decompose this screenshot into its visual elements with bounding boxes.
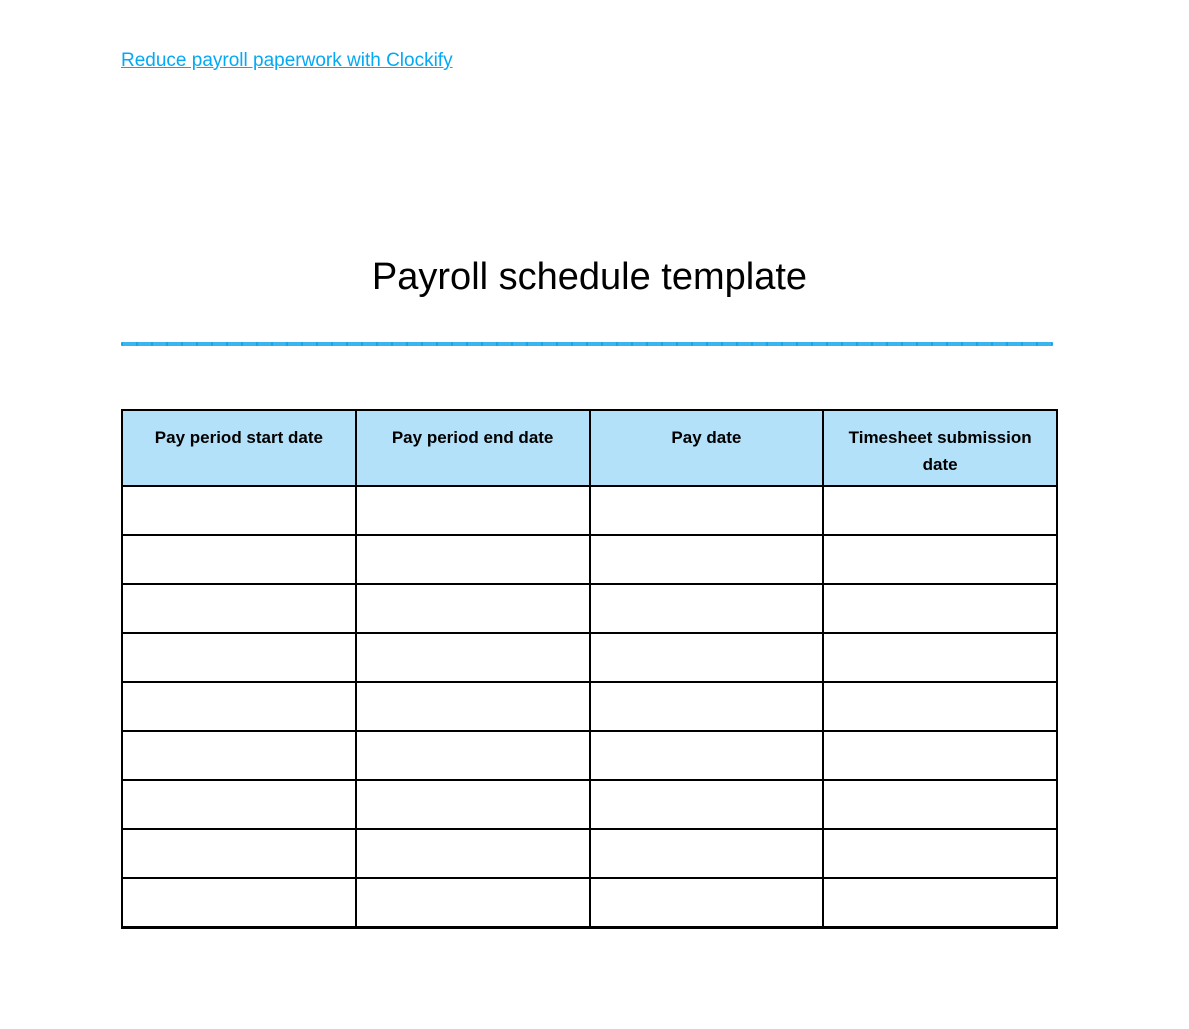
empty-cell[interactable] [590, 584, 824, 633]
table-row [122, 878, 1057, 927]
empty-cell[interactable] [122, 682, 356, 731]
empty-cell[interactable] [823, 878, 1057, 927]
empty-cell[interactable] [823, 829, 1057, 878]
table-row [122, 731, 1057, 780]
table-row [122, 535, 1057, 584]
empty-cell[interactable] [590, 486, 824, 535]
table-row [122, 780, 1057, 829]
empty-cell[interactable] [122, 829, 356, 878]
empty-cell[interactable] [122, 731, 356, 780]
payroll-table-head [122, 410, 1057, 486]
header-cell-2: Pay period end date [356, 410, 590, 486]
table-row [122, 633, 1057, 682]
empty-cell[interactable] [356, 633, 590, 682]
header-cell-1: Pay period start date [122, 410, 356, 486]
table-row [122, 682, 1057, 731]
empty-cell[interactable] [590, 682, 824, 731]
payroll-table-body [122, 486, 1057, 927]
empty-cell[interactable] [823, 682, 1057, 731]
empty-cell[interactable] [356, 486, 590, 535]
header-cell-4: Timesheet submission date [823, 410, 1057, 486]
empty-cell[interactable] [356, 878, 590, 927]
empty-cell[interactable] [590, 633, 824, 682]
empty-cell[interactable] [590, 829, 824, 878]
empty-cell[interactable] [122, 535, 356, 584]
empty-cell[interactable] [823, 731, 1057, 780]
payroll-table [121, 409, 1058, 929]
empty-cell[interactable] [122, 878, 356, 927]
empty-cell[interactable] [823, 535, 1057, 584]
empty-cell[interactable] [122, 780, 356, 829]
divider-line [121, 342, 1053, 346]
empty-cell[interactable] [590, 878, 824, 927]
empty-cell[interactable] [590, 535, 824, 584]
empty-cell[interactable] [356, 584, 590, 633]
empty-cell[interactable] [823, 584, 1057, 633]
empty-cell[interactable] [356, 731, 590, 780]
empty-cell[interactable] [356, 829, 590, 878]
table-row [122, 486, 1057, 535]
empty-cell[interactable] [590, 731, 824, 780]
empty-cell[interactable] [122, 633, 356, 682]
empty-cell[interactable] [356, 682, 590, 731]
page-title: Payroll schedule template [371, 256, 808, 298]
header-row [122, 410, 1057, 486]
empty-cell[interactable] [356, 535, 590, 584]
clockify-link[interactable]: Reduce payroll paperwork with Clockify [121, 50, 453, 71]
empty-cell[interactable] [590, 780, 824, 829]
empty-cell[interactable] [823, 633, 1057, 682]
empty-cell[interactable] [823, 486, 1057, 535]
table-row [122, 829, 1057, 878]
empty-cell[interactable] [356, 780, 590, 829]
header-cell-3: Pay date [590, 410, 824, 486]
empty-cell[interactable] [823, 780, 1057, 829]
empty-cell[interactable] [122, 584, 356, 633]
table-row [122, 584, 1057, 633]
empty-cell[interactable] [122, 486, 356, 535]
